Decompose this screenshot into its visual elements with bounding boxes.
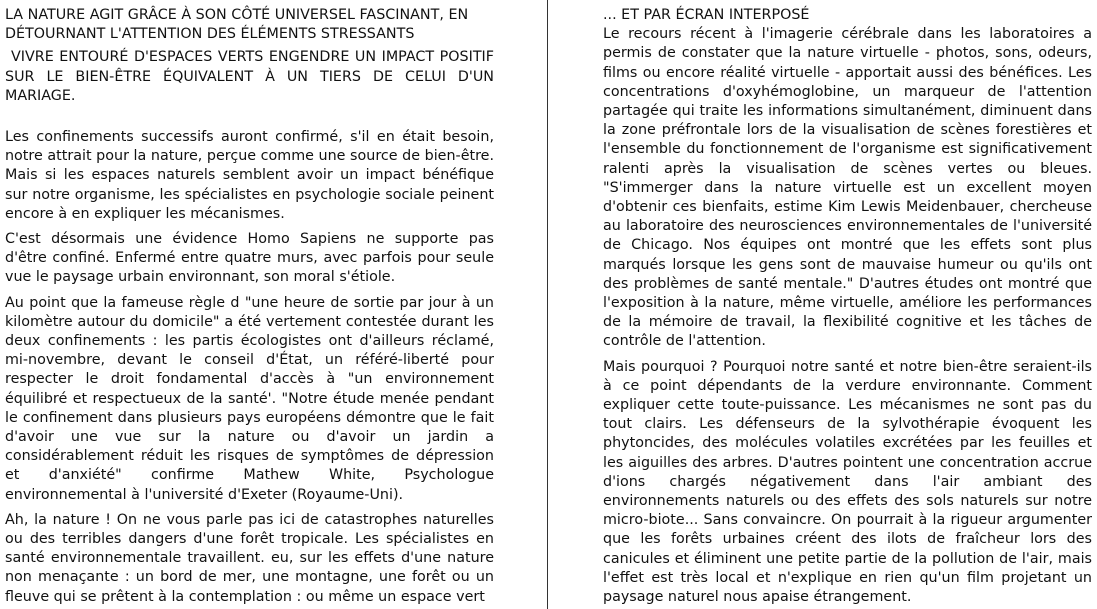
paragraph: Au point que la fameuse règle d "une heure de sortie par jour à un kilomètre autour du domicile" a été vertement contestée durant les deux confinements : les partis écologistes ont d'ailleurs réclamé, mi-novembre, devant le conseil d'État, un référé-liberté pour respecter le droit fondamental d'accès à "un environnement équilibré et respectueux de la santé'. "Notre étude menée pendant le confinement dans plusieurs pays européens démontre que le fait d'avoir une vue sur la nature ou d'avoir un jardin a considérablement réduit les risques de symptômes de dépression et d'anxiété" confirme Mathew White, Psychologue environnemental à l'université d'Exeter (Royaume-Uni). xyxy=(5,294,494,503)
section-heading: ... ET PAR ÉCRAN INTERPOSÉ xyxy=(603,7,810,23)
left-column xyxy=(5,6,494,609)
paragraph: C'est désormais une évidence Homo Sapiens ne supporte pas d'être confiné. Enfermé entre quatre murs, avec parfois pour seule vue le paysage urbain environnant, son moral s'étiole. xyxy=(5,231,494,286)
right-column xyxy=(603,6,1092,609)
paragraph: Le recours récent à l'imagerie cérébrale dans les laboratoires a permis de constater que la nature virtuelle - photos, sons, odeurs, films ou encore réalité virtuelle - apportait aussi des bénéfices. Les concentrations d'oxyhémoglobine, un marqueur de l'attention partagée qui traite les informations simultanément, diminuent dans la zone préfrontale lors de la visualisation de scènes forestières et l'ensemble du fonctionnement de l'organisme est significativement ralenti après la visualisation de scènes vertes ou bleues. "S'immerger dans la nature virtuelle est un excellent moyen d'obtenir ces bienfaits, estime Kim Lewis Meidenbauer, chercheuse au laboratoire des neurosciences environnementales de l'université de Chicago. Nos équipes ont montré que les effets sont plus marqués lorsque les gens sont de mauvaise humeur ou qu'ils ont des problèmes de santé mentale." D'autres études ont montré que l'exposition à la nature, même virtuelle, améliore les performances de la mémoire de travail, la flexibilité cognitive et les tâches de contrôle de l'attention. xyxy=(603,26,1092,350)
paragraph: Mais pourquoi ? Pourquoi notre santé et notre bien-être seraient-ils à ce point dépendants de la verdure environnante. Comment expliquer cette toute-puissance. Les mécanismes ne sont pas du tout clairs. Les défenseurs de la sylvothérapie évoquent les phytoncides, des molécules volatiles excrétées par les feuilles et les aiguilles des arbres. D'autres pointent une concentration accrue d'ions chargés négativement dans l'air ambiant des environnements naturels ou des effets des sols naturels sur notre micro-biote... Sans convaincre. On pourrait à la rigueur argumenter que les forêts urbaines créent des ilots de fraîcheur lors des canicules et éliminent une petite partie de la pollution de l'air, mais l'effet est très local et n'explique en rien qu'un film projetant un paysage naturel nous apaise étrangement. xyxy=(603,358,1092,606)
article-subheadline: VIVRE ENTOURÉ D'ESPACES VERTS ENGENDRE UN IMPACT POSITIF SUR LE BIEN-ÊTRE ÉQUIVALENT À UN TIERS DE CELUI D'UN MARIAGE. xyxy=(5,49,494,104)
column-divider xyxy=(547,0,548,609)
article-headline: LA NATURE AGIT GRÂCE À SON CÔTÉ UNIVERSEL FASCINANT, EN DÉTOURNANT L'ATTENTION DES ÉLÉMENTS STRESSANTS xyxy=(5,7,469,43)
paragraph: Les confinements successifs auront confirmé, s'il en était besoin, notre attrait pour la nature, perçue comme une source de bien-être. Mais si les espaces naturels semblent avoir un impact bénéfique sur notre organisme, les spécialistes en psychologie sociale peinent encore à en expliquer les mécanismes. xyxy=(5,129,494,222)
paragraph: Ah, la nature ! On ne vous parle pas ici de catastrophes naturelles ou des terribles dangers d'une forêt tropicale. Les spécialistes en santé environnementale travaillent. eu, sur les effets d'une nature non menaçante : un bord de mer, une montagne, une forêt ou un fleuve qui se prêtent à la contemplation : ou même un espace vert xyxy=(5,511,494,605)
spacer xyxy=(5,106,494,128)
